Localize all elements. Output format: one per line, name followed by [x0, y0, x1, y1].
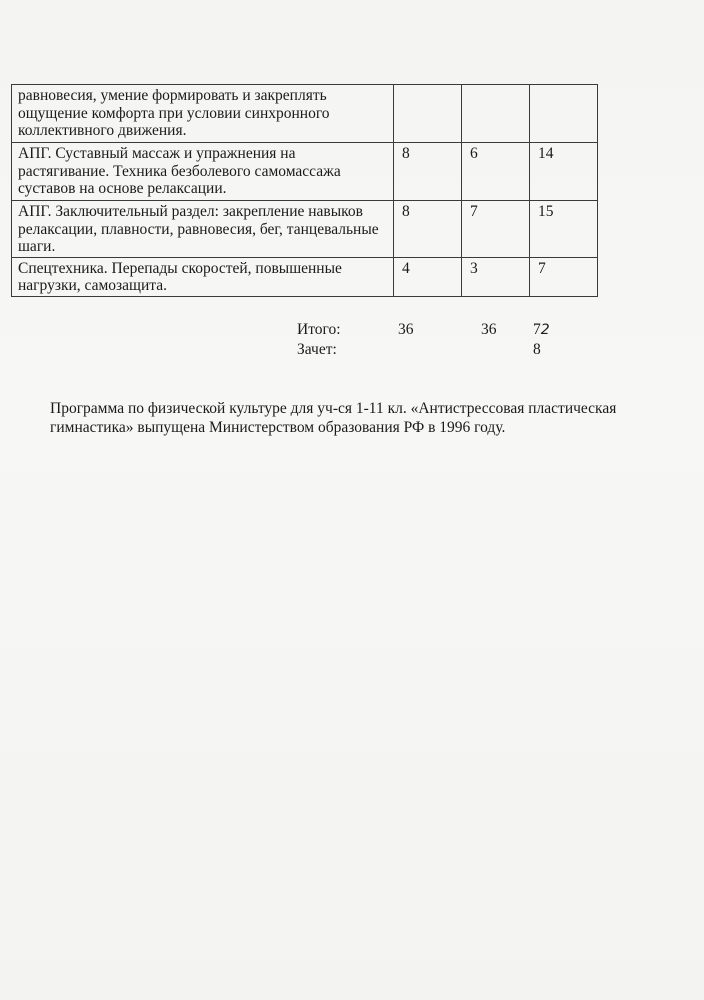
hours-cell-1: 8: [394, 201, 462, 258]
hours-cell-2: [462, 85, 530, 143]
total-value-3-handwritten: 2: [540, 322, 550, 338]
total-label: Итого:: [297, 321, 341, 338]
total-value-1: 36: [398, 321, 414, 338]
hours-cell-total: [530, 85, 598, 143]
credit-label: Зачет:: [297, 341, 337, 358]
table-row: [12, 201, 598, 258]
hours-cell-1: [394, 85, 462, 143]
hours-cell-total: 7: [530, 257, 598, 296]
total-value-3-printed: 7: [533, 321, 541, 338]
table-row: [12, 143, 598, 201]
total-value-2: 36: [481, 321, 497, 338]
topic-cell: Спецтехника. Перепады скоростей, повышенные нагрузки, самозащита.: [12, 257, 394, 296]
hours-cell-total: 14: [530, 143, 598, 201]
credit-value: 8: [533, 341, 541, 358]
hours-cell-1: 8: [394, 143, 462, 201]
totals-block: [297, 320, 597, 360]
topic-cell: равновесия, умение формировать и закреплять ощущение комфорта при условии синхронного коллективного движения.: [12, 85, 394, 143]
total-line: [297, 320, 597, 340]
table-row: [12, 85, 598, 143]
hours-cell-2: 7: [462, 201, 530, 258]
hours-cell-total: 15: [530, 201, 598, 258]
program-note: Программа по физической культуре для уч-ся 1-11 кл. «Антистрессовая пластическая гимнастика» выпущена Министерством образования РФ в 1996 году.: [50, 400, 617, 436]
hours-cell-2: 3: [462, 257, 530, 296]
table-row: [12, 257, 598, 296]
hours-cell-2: 6: [462, 143, 530, 201]
credit-line: [297, 340, 597, 360]
hours-cell-1: 4: [394, 257, 462, 296]
topic-cell: АПГ. Суставный массаж и упражнения на растягивание. Техника безболевого самомассажа суставов на основе релаксации.: [12, 143, 394, 201]
total-value-3: [533, 320, 550, 340]
topic-cell: АПГ. Заключительный раздел: закрепление навыков релаксации, плавности, равновесия, бег, танцевальные шаги.: [12, 201, 394, 258]
program-table: [11, 84, 598, 297]
